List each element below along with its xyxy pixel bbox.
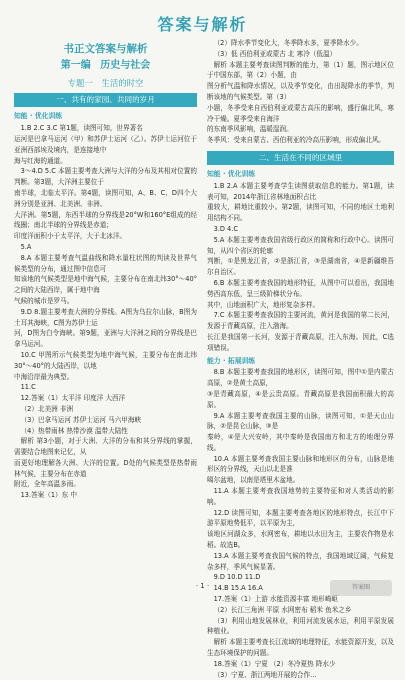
- answer-line: 噶尔盆地，以南是塔里木盆地。: [207, 476, 300, 485]
- answer-line: 8.A 本题主要考查气温曲线和降水量柱状图的判读及世界气候类型的分布，通过图中信息可: [14, 253, 197, 273]
- answer-line: 17.答案（1）上游 水能资源丰富 地形崎岖: [213, 595, 338, 604]
- answer-line: 附近，全年高温多雨。: [14, 480, 80, 489]
- answer-line: 运河是巴拿马运河（甲）和苏伊士运河（乙）。苏伊士运河位于亚洲西部埃及境内，是连接地中: [14, 134, 197, 154]
- answer-line: （3）巴拿马运河 苏伊士运河 马六甲海峡: [20, 415, 142, 424]
- answer-line: 11.A 本题主要考查我国地势的主要特征和对人类活动的影响。: [207, 487, 394, 506]
- left-column: [14, 38, 197, 501]
- subheading: 能力 · 拓展训练: [207, 356, 256, 365]
- answer-line: 3～4.D 5.C 本题主要考查大洲与大洋的分布及其相对位置的判断。第3题，大洋洲主要位于: [14, 167, 197, 187]
- answer-line: 长江是我国第一长河，发源于青藏高原，注入东海。因此，C选项错误。: [207, 332, 394, 352]
- answer-line: 12.D 读图可知，本题主要考查各地区的地形特点，长江中下游平原地势低平，以平原为主，: [207, 508, 394, 528]
- answer-line: 该地区河湖众多，水网密布，耕地以水田为主，主要农作物是水稻。故选B。: [207, 530, 394, 550]
- answer-line: （4）热带雨林 热带沙漠 温带大陆性: [20, 426, 128, 435]
- answer-line: 气候的城市是罗马。: [14, 296, 74, 305]
- answer-line: 的东南季风影响，温暖湿润。: [207, 125, 293, 134]
- subheading: 知能 · 优化训练: [14, 112, 63, 121]
- answer-line: 解析 本题主要考查读图判断的能力，第（1）题，图示地区位于中国东部，第（2）小题，由: [207, 60, 394, 80]
- answer-line: 1.B 2.C 3.C 第1题，读图可知，世界著名: [20, 124, 143, 133]
- answer-line: （2）北美洲 非洲: [20, 404, 74, 413]
- section-banner: 二、生活在不同的区域里: [207, 151, 394, 165]
- subheading: 知能 · 优化训练: [207, 169, 256, 178]
- answer-line: 11.C: [20, 383, 36, 392]
- answer-line: 而更好地理解各大洲、大洋的位置。D处的气候类型是热带雨林气候，主要分布在赤道: [14, 458, 197, 478]
- answer-line: 5.A 本题主要考查我国省级行政区的简称和行政中心。读图可知，从四个省区的轮廓: [207, 235, 394, 255]
- answer-line: 12.答案（1）太平洋 印度洋 大西洋: [20, 394, 126, 403]
- answer-line: 9.D 8.题主要考查大洲的分界线。A图为乌拉尔山脉，B图为土耳其海峡，C图为苏伊士运: [14, 307, 197, 327]
- answer-line: 5.A: [20, 242, 32, 251]
- answer-line: 中海沿岸最为典型。: [14, 372, 74, 381]
- answer-line: ③是青藏高原，④是云贵高原。青藏高原是我国面积最大的高原。: [207, 389, 394, 409]
- topic-title: 专题一 生活的时空: [67, 77, 144, 88]
- answer-line: 7.C 本题主要考查我国的主要河流，黄河是我国的第二长河，发源于青藏高原，注入渤海。: [207, 311, 394, 331]
- answer-line: 1.B 2.A 本题主要考查学生读图获取信息的能力。第1题，读表可知，2014年浙江省林地面积占比: [207, 181, 394, 201]
- answer-line: 知该地的气候类型是地中海气候，主要分布在南北纬30°～40°之间的大陆西岸，属于地中海: [14, 275, 197, 295]
- answer-line: 判断，①是黑龙江省，②是浙江省，③是湖南省，④是新疆维吾尔自治区。: [207, 257, 394, 277]
- answer-line: 大洋洲。第5题，东西半球的分界线是20°W和160°E组成的经线圈；南北半球的分界线是赤道；: [14, 210, 197, 230]
- watermark-logo: 答案圈: [330, 580, 392, 596]
- answer-line: 秦岭，④是大兴安岭，其中秦岭是我国南方和北方的地理分界线。: [207, 433, 394, 452]
- answer-line: 18.答案（1）宁夏 （2）冬冷夏热 降水少: [213, 659, 336, 668]
- answer-line: 印度洋面积小于太平洋，大于北冰洋。: [14, 232, 127, 241]
- answer-line: 南半球，北临太平洋。第4题，读图可知，A、B、C、D四个大洲分别是亚洲、北美洲、非洲、: [14, 188, 197, 208]
- answer-line: 9.A 本题主要考查我国主要的山脉，读图可知，①是天山山脉，②是昆仑山脉，③是: [207, 411, 394, 431]
- answer-line: 解析 本题主要考查长江流域的地理特征，水能资源开发，以及生态环境保护的问题。: [207, 638, 394, 658]
- unit-title: 第一编 历史与社会: [60, 59, 151, 71]
- answer-line: 9.D 10.D 11.D: [213, 573, 261, 582]
- answer-line: （3）利用山地发展林业，利用河流发展水运，利用平原发展种植业。: [207, 616, 394, 636]
- section-banner: 一、共有的家园、共同的岁月: [14, 93, 197, 107]
- answer-line: 河，D图为白令海峡。第9题，亚洲与大洋洲之间的分界线是巴拿马运河。: [14, 329, 197, 349]
- page-title: 答案与解析: [157, 15, 248, 34]
- answer-line: （3）宁夏、浙江两地开展的合作...: [213, 670, 317, 679]
- answer-line: 解析 第3小题，对于大洲、大洋的分布和其分界线的掌握，需要结合地图来记忆，从: [14, 437, 197, 457]
- answer-line: 3.D 4.C: [213, 224, 238, 233]
- answer-line: 6.B 本题主要考查我国的地形特征，从图中可以看出，我国地势西高东低，呈三级阶梯状分布。: [207, 278, 394, 298]
- answer-line: 13.答案（1）东 中: [20, 491, 77, 500]
- answer-line: 10.A 本题主要考查我国主要山脉和地形区的分布，山脉是地形区的分界线，天山以北是准: [207, 454, 394, 474]
- answer-line: 13.A 本题主要考查我国气候的特点，我国地域辽阔，气候复杂多样，季风气候显著。: [207, 551, 394, 571]
- answer-line: 其中，山地面积广大，地形复杂多样。: [207, 300, 320, 309]
- section-title: 书正文答案与解析: [63, 43, 148, 55]
- answer-line: 海与红海的通道。: [14, 156, 67, 165]
- answer-line: 10.C 甲图所示气候类型为地中海气候，主要分布在南北纬30°～40°的大陆西岸，以地: [14, 350, 197, 370]
- answer-line: 小题，冬季受来自西伯利亚或蒙古高压的影响，盛行偏北风，寒冷干燥。夏季受来自海洋: [207, 103, 394, 123]
- answer-line: 冬季风：受来自蒙古、西伯利亚的冷高压影响，形成偏北风。: [207, 136, 386, 145]
- answer-line: 8.B 本题主要考查我国的地形区，读图可知，图中①是内蒙古高原，②是黄土高原，: [207, 368, 394, 388]
- answer-line: 图分析气温和降水情况，以及季节变化，由出现降水的季节，判断该地的气候类型。第（3）: [207, 82, 394, 101]
- page-number: · 1 ·: [195, 582, 210, 590]
- answer-line: （3）低 西伯利亚或蒙古 北 寒冷（低温）: [213, 49, 337, 58]
- answer-line: 重较大，耕地比重较小。第2题，读图可知，不同的地区土地利用结构不同。: [207, 203, 394, 223]
- answer-line: （2）长江三角洲 平原 水网密布 稻米 鱼米之乡: [213, 605, 352, 614]
- answer-line: 14.B 15.A 16.A: [213, 584, 263, 593]
- answer-line: （2）降水季节变化大，冬季降水多，夏季降水少。: [213, 39, 363, 47]
